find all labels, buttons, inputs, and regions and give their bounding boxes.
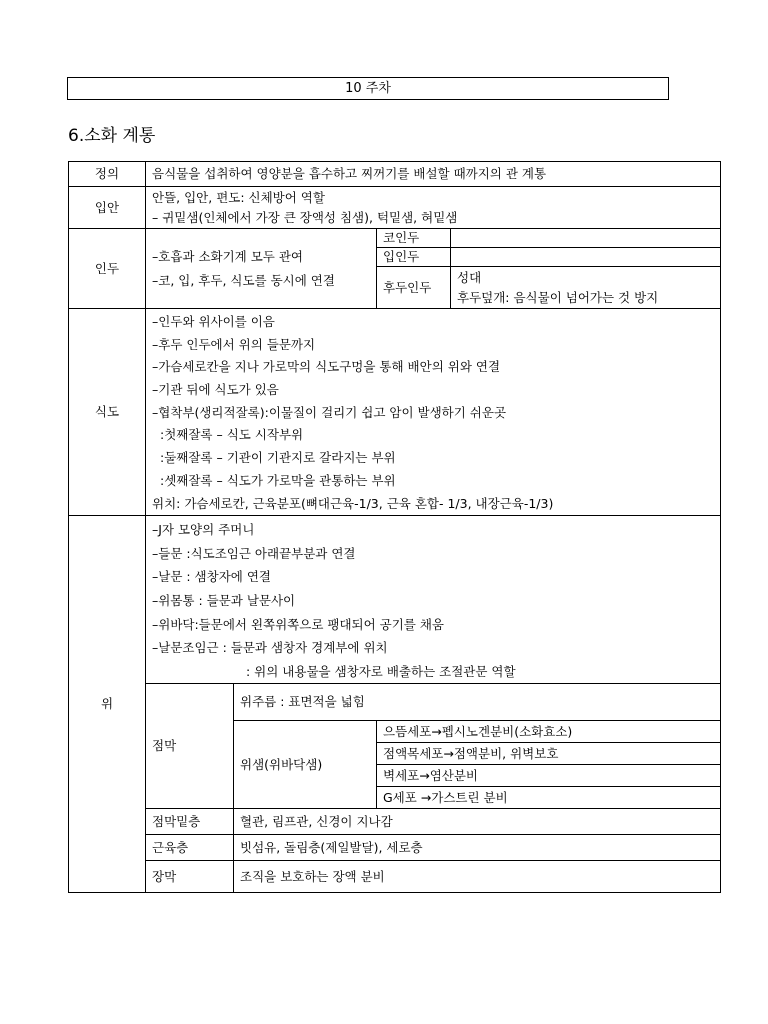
row-stomach-desc <box>69 516 721 684</box>
pharynx-part-oral: 입인두 <box>377 248 451 267</box>
pharynx-desc <box>146 229 377 309</box>
oral-line-1: 안뜰, 입안, 편도: 신체방어 역할 <box>152 189 325 205</box>
definition-text: 음식물을 섭취하여 영양분을 흡수하고 찌꺼기를 배설할 때까지의 관 계통 <box>146 162 721 187</box>
muscularis-text: 빗섬유, 돌림층(제일발달), 세로층 <box>234 835 721 861</box>
pharynx-part-nasal-detail <box>451 229 721 248</box>
esophagus-line-2: –후두 인두에서 위의 들문까지 <box>152 336 316 352</box>
oral-line-2: – 귀밑샘(인체에서 가장 큰 장액성 침샘), 턱밑샘, 혀밑샘 <box>152 209 458 225</box>
stomach-line-1: –J자 모양의 주머니 <box>152 522 255 538</box>
gland-g-cell: G세포 →가스트린 분비 <box>377 787 721 809</box>
section-title: 6.소화 계통 <box>68 126 156 146</box>
esophagus-line-6: :첫째잘록 – 식도 시작부위 <box>160 427 304 443</box>
gland-parietal-cell: 벽세포→염산분비 <box>377 765 721 787</box>
esophagus-line-4: –기관 뒤에 식도가 있음 <box>152 382 279 398</box>
label-stomach: 위 <box>69 516 146 893</box>
row-oral <box>69 187 721 229</box>
pharynx-desc-2: –코, 입, 후두, 식도를 동시에 연결 <box>152 272 335 288</box>
laryngeal-detail-2: 후두덮개: 음식물이 넘어가는 것 방지 <box>457 289 659 305</box>
esophagus-content <box>146 309 721 516</box>
label-oral: 입안 <box>69 187 146 229</box>
stomach-line-6: –날문조임근 : 들문과 샘창자 경계부에 위치 <box>152 640 388 656</box>
label-serosa: 장막 <box>146 861 234 893</box>
stomach-line-2: –들문 :식도조임근 아래끝부분과 연결 <box>152 545 356 561</box>
esophagus-line-5: –협착부(생리적잘록):이물질이 걸리기 쉽고 암이 발생하기 쉬운곳 <box>152 404 507 420</box>
pharynx-part-laryngeal-detail <box>451 267 721 309</box>
pharynx-desc-1: –호흡과 소화기계 모두 관여 <box>152 248 303 264</box>
row-definition <box>69 162 721 187</box>
submucosa-text: 혈관, 림프관, 신경이 지나감 <box>234 809 721 835</box>
row-submucosa <box>69 809 721 835</box>
label-mucosa: 점막 <box>146 684 234 809</box>
gland-chief-cell: 으뜸세포→펩시노겐분비(소화효소) <box>377 721 721 743</box>
label-definition: 정의 <box>69 162 146 187</box>
esophagus-line-7: :둘째잘록 – 기관이 기관지로 갈라지는 부위 <box>160 450 396 466</box>
stomach-line-7: : 위의 내용물을 샘창자로 배출하는 조절관문 역할 <box>246 663 516 679</box>
pharynx-part-laryngeal: 후두인두 <box>377 267 451 309</box>
label-submucosa: 점막밑층 <box>146 809 234 835</box>
digestive-system-table <box>68 161 721 893</box>
stomach-line-3: –날문 : 샘창자에 연결 <box>152 569 271 585</box>
label-pharynx: 인두 <box>69 229 146 309</box>
row-pharynx-1 <box>69 229 721 248</box>
pharynx-part-oral-detail <box>451 248 721 267</box>
week-header: 10 주차 <box>67 77 669 100</box>
gastric-glands-label: 위샘(위바닥샘) <box>234 721 377 809</box>
row-mucosa-rugae <box>69 684 721 721</box>
label-esophagus: 식도 <box>69 309 146 516</box>
gland-mucous-neck-cell: 점액목세포→점액분비, 위벽보호 <box>377 743 721 765</box>
label-muscularis: 근육층 <box>146 835 234 861</box>
esophagus-line-3: –가슴세로칸을 지나 가로막의 식도구멍을 통해 배안의 위와 연결 <box>152 359 501 375</box>
row-muscularis <box>69 835 721 861</box>
stomach-line-4: –위몸통 : 들문과 날문사이 <box>152 592 296 608</box>
mucosa-rugae: 위주름 : 표면적을 넓힘 <box>234 684 721 721</box>
stomach-content <box>146 516 721 684</box>
serosa-text: 조직을 보호하는 장액 분비 <box>234 861 721 893</box>
esophagus-line-1: –인두와 위사이를 이음 <box>152 314 275 329</box>
esophagus-line-8: :셋째잘록 – 식도가 가로막을 관통하는 부위 <box>160 472 396 488</box>
oral-content <box>146 187 721 229</box>
esophagus-line-9: 위치: 가슴세로칸, 근육분포(뼈대근육-1/3, 근육 혼합- 1/3, 내장근육-1/3) <box>152 495 554 511</box>
row-esophagus <box>69 309 721 516</box>
stomach-line-5: –위바닥:들문에서 왼쪽위쪽으로 팽대되어 공기를 채움 <box>152 616 445 632</box>
laryngeal-detail-1: 성대 <box>457 269 482 285</box>
row-serosa <box>69 861 721 893</box>
pharynx-part-nasal: 코인두 <box>377 229 451 248</box>
